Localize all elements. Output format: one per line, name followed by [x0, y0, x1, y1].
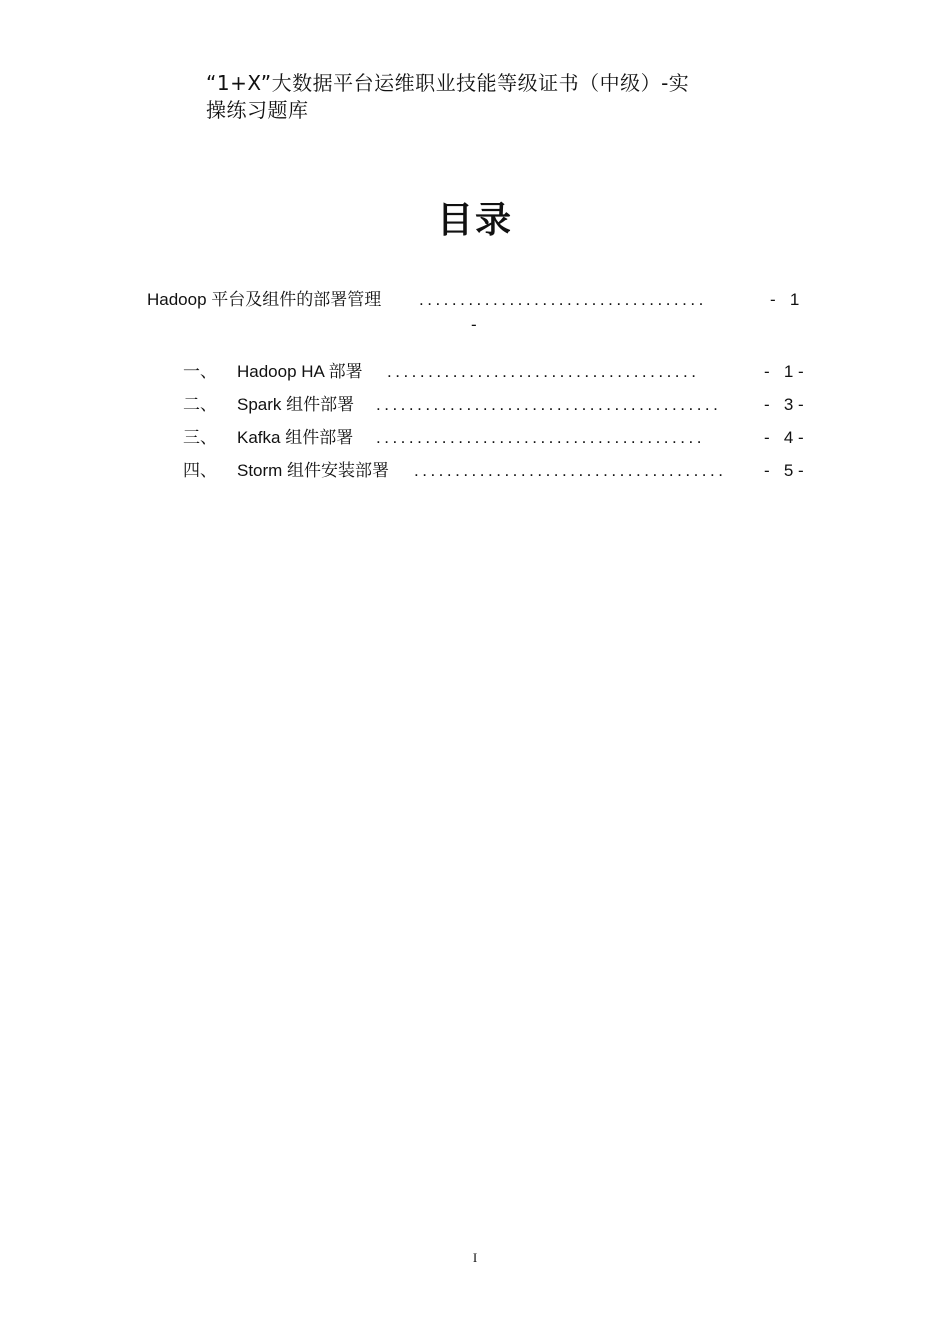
toc-section-number: 四、 [183, 461, 217, 481]
toc-entry-leader-dots: ...................................... [387, 362, 700, 381]
toc-entry-label: Hadoop HA 部署 [237, 362, 363, 381]
toc-chapter-page-continuation: - [471, 315, 477, 334]
toc-section-number: 二、 [183, 395, 217, 415]
toc-chapter-entry[interactable] [147, 288, 817, 312]
toc-entry-leader-dots: .......................................... [376, 395, 722, 414]
toc-entry-label: Storm 组件安装部署 [237, 461, 390, 480]
toc-section-number: 三、 [183, 428, 217, 448]
toc-entry-page-number: - 3 - [764, 395, 804, 414]
toc-entry-leader-dots: ................................... [419, 290, 707, 309]
toc-heading: 目录 [436, 200, 513, 241]
toc-section-entry[interactable] [183, 393, 823, 417]
document-title-line-1: “1+X”大数据平台运维职业技能等级证书（中级）-实 [206, 71, 690, 95]
toc-entry-page-number: - 5 - [764, 461, 804, 480]
page-number: I [472, 1250, 478, 1265]
document-title [206, 70, 766, 124]
toc-entry-page-number: - 1 - [764, 362, 804, 381]
toc-section-entry[interactable] [183, 459, 823, 483]
toc-section-entry[interactable] [183, 426, 823, 450]
toc-section-number: 一、 [183, 362, 217, 382]
toc-entry-page-number: - 4 - [764, 428, 804, 447]
toc-entry-label: Kafka 组件部署 [237, 428, 354, 447]
toc-entry-leader-dots: ...................................... [414, 461, 727, 480]
toc-entry-label: Hadoop 平台及组件的部署管理 [147, 290, 382, 309]
toc-entry-leader-dots: ........................................ [376, 428, 705, 447]
toc-entry-label: Spark 组件部署 [237, 395, 355, 414]
document-title-line-2: 操练习题库 [206, 98, 309, 122]
toc-section-entry[interactable] [183, 360, 823, 384]
toc-entry-page-number: - 1 [770, 290, 800, 309]
